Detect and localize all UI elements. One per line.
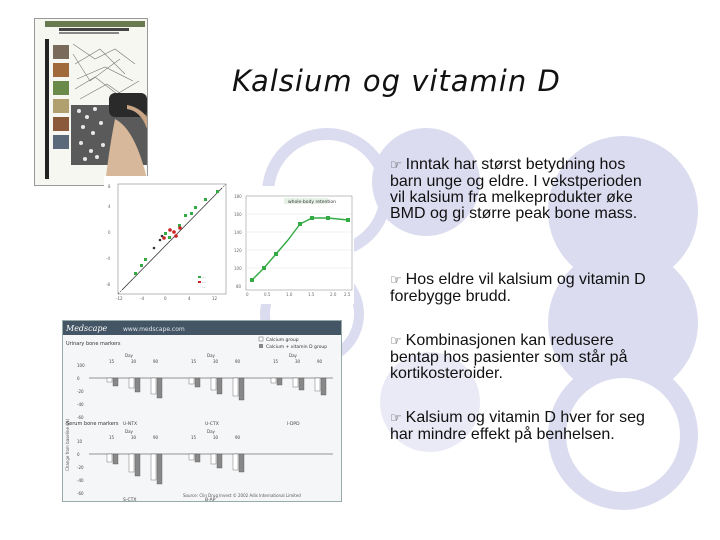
day-tick: 15 [109, 359, 115, 364]
bullet-4 [390, 410, 660, 443]
y-tick-label: -40 [77, 402, 84, 407]
calcium-retention-chart-image [232, 186, 354, 304]
svg-text:1.0: 1.0 [286, 292, 293, 297]
svg-text:4: 4 [188, 296, 191, 301]
bone-markers-chart-image [62, 320, 342, 502]
bar-calcium [315, 378, 320, 391]
day-tick: 90 [235, 359, 241, 364]
bar-calcium [211, 454, 216, 464]
chart-source: Source: Clin Drug Invest © 2002 Adis International Limited [183, 493, 301, 498]
chart-annotation: whole-body retention [288, 200, 337, 205]
medscape-url: www.medscape.com [123, 326, 185, 333]
y-tick-label: 0 [77, 376, 80, 381]
day-label: Day [125, 353, 133, 358]
bar-calcium [271, 378, 276, 383]
bar-calcium-vitamin-d [135, 454, 140, 476]
bar-calcium-vitamin-d [135, 378, 140, 392]
svg-text:-4: -4 [106, 256, 110, 261]
bar-calcium [129, 454, 134, 472]
bullet-3-text: Kombinasjonen kan redusere bentap hos pasienter som står på kortikosteroider. [390, 332, 628, 382]
day-tick: 90 [153, 359, 159, 364]
bar-calcium [129, 378, 134, 388]
group-label: B-AP [205, 498, 216, 501]
y-tick-label: 100 [77, 363, 85, 368]
group-label: U-CTX [205, 422, 219, 427]
bar-calcium [189, 454, 194, 460]
y-tick-label: -60 [77, 415, 84, 420]
svg-text:80: 80 [236, 284, 242, 289]
svg-text:0: 0 [108, 230, 111, 235]
y-axis-label: Change from baseline (%) [65, 418, 70, 471]
pointing-hand-icon: ☞ [390, 158, 402, 173]
day-tick: 15 [109, 435, 115, 440]
svg-text:---: --- [202, 285, 206, 289]
bar-calcium-vitamin-d [277, 378, 282, 385]
svg-text:-12: -12 [116, 296, 123, 301]
bar-calcium [293, 378, 298, 387]
group-label: U-NTX [123, 422, 138, 427]
y-tick-label: -40 [77, 478, 84, 483]
legend-item-1: Calcium group [266, 338, 299, 343]
svg-text:2.5: 2.5 [344, 292, 351, 297]
group-label: I-DPD [287, 422, 300, 427]
bar-calcium [233, 454, 238, 470]
bar-calcium-vitamin-d [239, 378, 244, 400]
day-tick: 30 [131, 435, 137, 440]
day-label: Day [289, 353, 297, 358]
journal-cover-image [34, 18, 148, 186]
svg-text:2.0: 2.0 [330, 292, 337, 297]
svg-text:0: 0 [246, 292, 249, 297]
bar-calcium-vitamin-d [239, 454, 244, 472]
bar-calcium-vitamin-d [195, 454, 200, 462]
bar-area-top [77, 353, 333, 427]
day-tick: 90 [235, 435, 241, 440]
day-label: Day [207, 353, 215, 358]
svg-text:---: --- [202, 275, 206, 279]
day-tick: 90 [153, 435, 159, 440]
bullet-3 [390, 333, 660, 382]
day-label: Day [125, 429, 133, 434]
bullet-1 [390, 157, 660, 222]
pointing-hand-icon: ☞ [390, 273, 402, 288]
svg-text:8: 8 [108, 184, 111, 189]
svg-text:100: 100 [234, 266, 242, 271]
bar-calcium-vitamin-d [113, 378, 118, 386]
svg-text:1.5: 1.5 [308, 292, 315, 297]
pointing-hand-icon: ☞ [390, 334, 402, 349]
bar-calcium [107, 454, 112, 462]
svg-text:0.5: 0.5 [264, 292, 271, 297]
bar-calcium-vitamin-d [195, 378, 200, 387]
bar-calcium-vitamin-d [113, 454, 118, 464]
svg-text:12: 12 [212, 296, 218, 301]
bar-area-bottom [77, 429, 333, 501]
y-tick-label: -20 [77, 389, 84, 394]
bullet-1-text: Inntak har størst betydning hos barn unge og eldre. I vekstperioden vil kalsium fra melkeprodukter øke BMD og gi større peak bone mass. [390, 156, 642, 222]
day-tick: 15 [191, 359, 197, 364]
day-tick: 30 [295, 359, 301, 364]
y-tick-label: -60 [77, 491, 84, 496]
bar-calcium-vitamin-d [217, 454, 222, 468]
slide-title: Kalsium og vitamin D [232, 64, 561, 98]
bar-calcium [107, 378, 112, 382]
scatter-plot-image [104, 176, 228, 308]
bar-calcium-vitamin-d [157, 378, 162, 398]
bar-calcium [189, 378, 194, 384]
section-title-urinary: Urinary bone markers [66, 341, 121, 347]
bar-calcium-vitamin-d [299, 378, 304, 390]
bar-calcium [211, 378, 216, 390]
section-title-serum: Serum bone markers [66, 421, 119, 427]
pointing-hand-icon: ☞ [390, 411, 402, 426]
bullet-4-text: Kalsium og vitamin D hver for seg har mindre effekt på benhelsen. [390, 409, 645, 443]
svg-text:180: 180 [234, 194, 242, 199]
svg-text:---: --- [202, 280, 206, 284]
day-tick: 15 [191, 435, 197, 440]
day-tick: 90 [317, 359, 323, 364]
bar-calcium-vitamin-d [321, 378, 326, 395]
bar-calcium [233, 378, 238, 396]
legend-item-2: Calcium + vitamin D group [266, 345, 328, 350]
bar-calcium [151, 378, 156, 394]
svg-text:140: 140 [234, 230, 242, 235]
bullet-2-text: Hos eldre vil kalsium og vitamin D forebygge brudd. [390, 271, 646, 305]
day-tick: 30 [213, 359, 219, 364]
bar-calcium-vitamin-d [157, 454, 162, 484]
svg-text:-4: -4 [140, 296, 144, 301]
medscape-logo: Medscape [66, 324, 108, 333]
svg-text:120: 120 [234, 248, 242, 253]
svg-text:160: 160 [234, 212, 242, 217]
svg-text:0: 0 [164, 296, 167, 301]
bar-calcium [151, 454, 156, 480]
day-tick: 15 [273, 359, 279, 364]
y-tick-label: 0 [77, 452, 80, 457]
y-tick-label: 10 [77, 439, 83, 444]
y-tick-label: -20 [77, 465, 84, 470]
svg-text:4: 4 [108, 204, 111, 209]
svg-text:-8: -8 [106, 282, 110, 287]
day-tick: 30 [213, 435, 219, 440]
group-label: S-CTX [123, 498, 137, 501]
bar-calcium-vitamin-d [217, 378, 222, 394]
bullet-2 [390, 272, 660, 305]
day-label: Day [207, 429, 215, 434]
day-tick: 30 [131, 359, 137, 364]
